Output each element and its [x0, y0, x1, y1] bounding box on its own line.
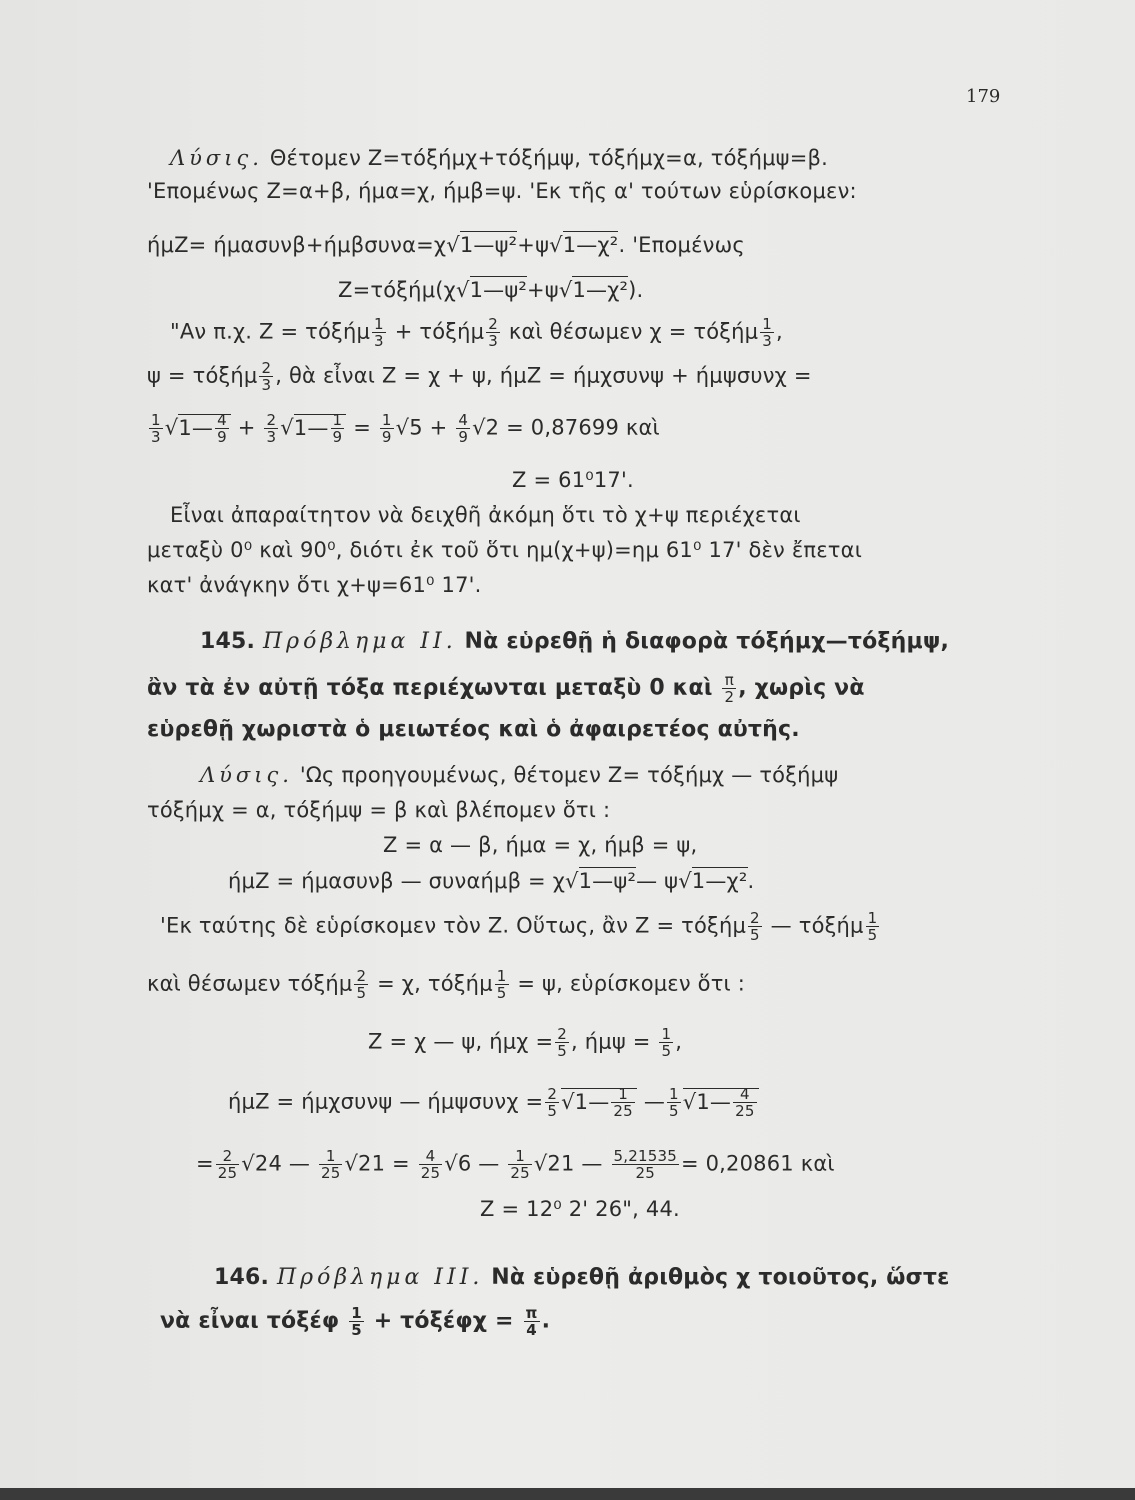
scan-bottom-edge [0, 1488, 1135, 1500]
formula-line: 'Εκ ταύτης δὲ εὑρίσκομεν τὸν Ζ. Οὕτως, ἂν Ζ = τόξήμ $\frac{2}{5}$ — τόξήμ $\frac{1}{5}$ [160, 909, 878, 944]
fraction: $\frac{\pi}{4}$ [525, 1304, 538, 1339]
fraction: $\frac{2}{3}$ [266, 411, 277, 446]
text-line: Εἶναι ἀπαραίτητον νὰ δειχθῆ ἀκόμη ὅτι τὸ χ+ψ περιέχεται [170, 503, 801, 527]
fraction: $\frac{1}{25}$ [613, 1085, 633, 1120]
fraction: $\frac{1}{5}$ [867, 909, 878, 944]
fraction: $\frac{1}{3}$ [762, 315, 772, 350]
formula-line: Ζ = α — β, ήμα = χ, ήμβ = ψ, [383, 833, 698, 857]
fraction: $\frac{1}{5}$ [669, 1085, 679, 1120]
text-line: τόξήμχ = α, τόξήμψ = β καὶ βλέπομεν ὅτι : [147, 798, 611, 822]
fraction: $\frac{\pi}{2}$ [724, 671, 735, 706]
text-line: κατ' ἀνάγκην ὅτι χ+ψ=61⁰ 17'. [147, 573, 482, 597]
formula-line: Ζ = χ — ψ, ήμχ = $\frac{2}{5}$ , ήμψ = $\frac{1}{5}$ , [368, 1025, 683, 1060]
solution-label: Λύσις. [170, 146, 263, 170]
formula-line: καὶ θέσωμεν τόξήμ $\frac{2}{5}$ = χ, τόξήμ $\frac{1}{5}$ = ψ, εὑρίσκομεν ὅτι : [147, 967, 746, 1002]
text-line: Λύσις. 'Ως προηγουμένως, θέτομεν Ζ= τόξήμχ — τόξήμψ [200, 763, 839, 787]
formula-line: $\frac{1}{3}$ √1— $\frac{4}{9}$ + $\frac{2}{3}$ √1— $\frac{1}{9}$ = $\frac{1}{9}$ √5 + $\frac{4}{9}$ √2 = 0,87699 καὶ [151, 411, 660, 446]
page-number: 179 [966, 86, 1001, 107]
fraction: $\frac{4}{9}$ [458, 411, 469, 446]
fraction: $\frac{2}{3}$ [488, 315, 498, 350]
fraction: $\frac{1}{5}$ [496, 967, 507, 1002]
problem-145-line: ἂν τὰ ἐν αὐτῇ τόξα περιέχωνται μεταξὺ 0 καὶ $\frac{\pi}{2}$ , χωρὶς νὰ [147, 671, 865, 706]
formula-line: ψ = τόξήμ $\frac{2}{3}$ , θὰ εἶναι Ζ = χ + ψ, ήμΖ = ήμχσυνψ + ήμψσυνχ = [147, 359, 812, 394]
fraction: $\frac{2}{3}$ [261, 359, 272, 394]
formula-line: "Αν π.χ. Ζ = τόξήμ $\frac{1}{3}$ + τόξήμ $\frac{2}{3}$ καὶ θέσωμεν χ = τόξήμ $\frac{1}{3}$ , [170, 315, 783, 350]
fraction: $\frac{1}{3}$ [374, 315, 384, 350]
fraction: $\frac{2}{5}$ [750, 909, 760, 944]
problem-145-heading: 145. Πρόβλημα ΙΙ. Νὰ εὑρεθῇ ἡ διαφορὰ τόξήμχ—τόξήμψ, [200, 629, 950, 654]
fraction: $\frac{1}{9}$ [381, 411, 392, 446]
fraction: $\frac{1}{5}$ [351, 1304, 362, 1339]
formula-line: = $\frac{2}{25}$ √24 — $\frac{1}{25}$ √21 = $\frac{4}{25}$ √6 — $\frac{1}{25}$ √21 — $\frac{5,21535}{25}$ = 0,20861 καὶ [196, 1147, 835, 1182]
fraction: $\frac{1}{9}$ [332, 411, 343, 446]
fraction: $\frac{4}{25}$ [735, 1085, 755, 1120]
formula-line: ήμΖ = ήμασυνβ — συναήμβ = χ√1—ψ²— ψ√1—χ². [228, 869, 755, 893]
problem-146-line: νὰ εἶναι τόξέφ $\frac{1}{5}$ + τόξέφχ = $\frac{\pi}{4}$ . [160, 1304, 551, 1339]
fraction: $\frac{2}{5}$ [356, 967, 367, 1002]
fraction: $\frac{1}{25}$ [510, 1147, 530, 1182]
text-line: 'Επομένως Ζ=α+β, ήμα=χ, ήμβ=ψ. 'Εκ τῆς α' τούτων εὑρίσκομεν: [147, 179, 857, 203]
text-line: Λύσις. Θέτομεν Ζ=τόξήμχ+τόξήμψ, τόξήμχ=α, τόξήμψ=β. [170, 146, 828, 170]
formula-line: ήμΖ = ήμχσυνψ — ήμψσυνχ = $\frac{2}{5}$ √1— $\frac{1}{25}$ — $\frac{1}{5}$ √1— $\frac{4}{25}$ [228, 1086, 759, 1119]
problem-145-line: εὑρεθῇ χωριστὰ ὁ μειωτέος καὶ ὁ ἀφαιρετέος αὐτῆς. [147, 717, 800, 742]
fraction: $\frac{1}{25}$ [320, 1147, 341, 1182]
fraction: $\frac{2}{5}$ [557, 1025, 568, 1060]
formula-line: Ζ = 12⁰ 2' 26", 44. [480, 1197, 680, 1221]
text-line: μεταξὺ 0⁰ καὶ 90⁰, διότι ἐκ τοῦ ὅτι ημ(χ+ψ)=ημ 61⁰ 17' δὲν ἔπεται [147, 538, 863, 562]
problem-146-heading: 146. Πρόβλημα ΙΙΙ. Νὰ εὑρεθῇ ἀριθμὸς χ τοιοῦτος, ὥστε [214, 1265, 950, 1290]
fraction: $\frac{1}{5}$ [661, 1025, 672, 1060]
formula-line: Ζ=τόξήμ(χ√1—ψ²+ψ√1—χ²). [338, 278, 644, 302]
fraction: $\frac{4}{25}$ [420, 1147, 441, 1182]
fraction: $\frac{2}{25}$ [217, 1147, 238, 1182]
formula-line: Ζ = 61⁰17'. [512, 468, 634, 492]
fraction: $\frac{1}{3}$ [151, 411, 161, 446]
fraction: $\frac{5,21535}{25}$ [613, 1147, 677, 1182]
fraction: $\frac{4}{9}$ [217, 411, 227, 446]
formula-line: ήμΖ= ήμασυνβ+ήμβσυνα=χ√1—ψ²+ψ√1—χ². 'Επομένως [147, 233, 745, 257]
fraction: $\frac{2}{5}$ [547, 1085, 558, 1120]
